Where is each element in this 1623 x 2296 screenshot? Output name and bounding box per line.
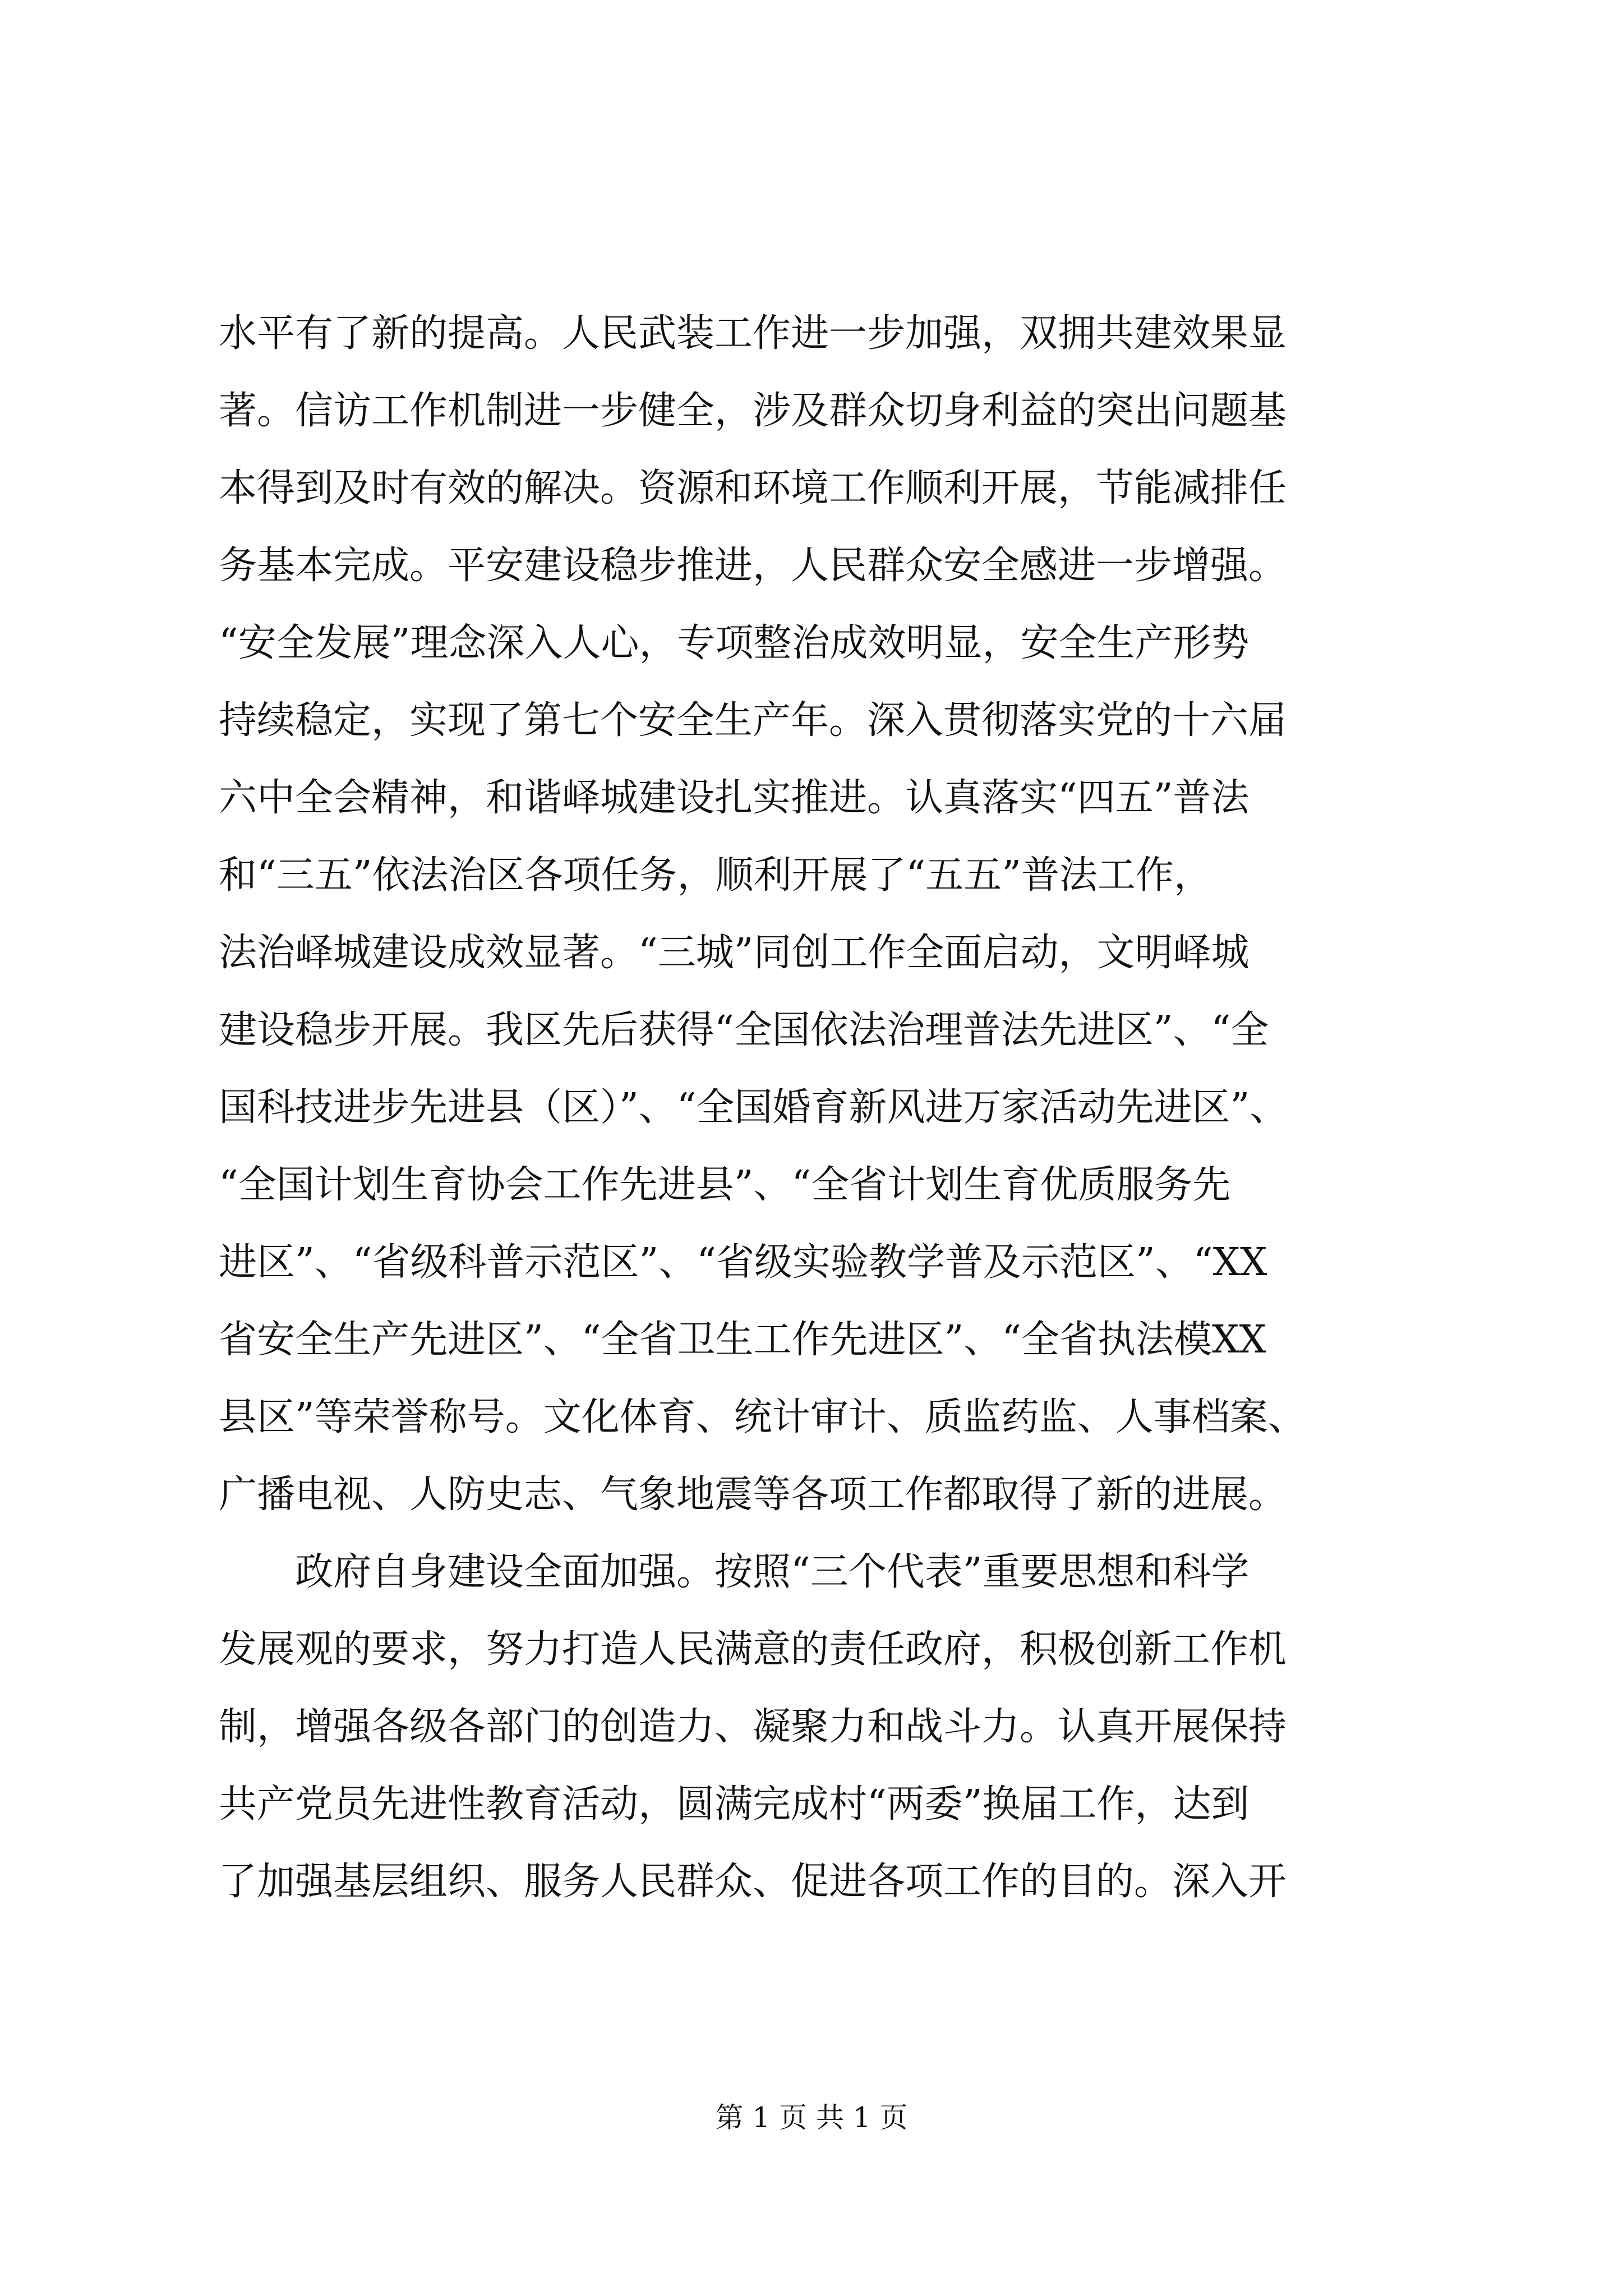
body-line: 务基本完成。平安建设稳步推进，人民群众安全感进一步增强。: [219, 544, 1287, 588]
body-line: 省安全生产先进区”、“全省卫生工作先进区”、“全省执法模XX: [219, 1318, 1266, 1362]
body-line: 了加强基层组织、服务人民群众、促进各项工作的目的。深入开: [219, 1860, 1287, 1904]
page-footer: 第 1 页 共 1 页: [715, 2101, 908, 2134]
body-line: “全国计划生育协会工作先进县”、“全省计划生育优质服务先: [219, 1163, 1231, 1207]
body-line: 共产党员先进性教育活动，圆满完成村“两委”换届工作，达到: [219, 1782, 1249, 1826]
body-line: 进区”、“省级科普示范区”、“省级实验教学普及示范区”、“XX: [219, 1240, 1267, 1285]
body-line: “安全发展”理念深入人心，专项整治成效明显，安全生产形势: [219, 621, 1249, 665]
body-line: 持续稳定，实现了第七个安全生产年。深入贯彻落实党的十六届: [219, 698, 1287, 743]
body-line: 著。信访工作机制进一步健全，涉及群众切身利益的突出问题基: [219, 389, 1287, 433]
body-line: 制，增强各级各部门的创造力、凝聚力和战斗力。认真开展保持: [219, 1705, 1287, 1749]
paragraph-start-line: 政府自身建设全面加强。按照“三个代表”重要思想和科学: [219, 1550, 1249, 1594]
body-line: 法治峄城建设成效显著。“三城”同创工作全面启动，文明峄城: [219, 931, 1249, 975]
body-line: 发展观的要求，努力打造人民满意的责任政府，积极创新工作机: [219, 1627, 1287, 1672]
body-line: 水平有了新的提高。人民武装工作进一步加强，双拥共建效果显: [219, 311, 1287, 356]
body-line: 县区”等荣誉称号。文化体育、统计审计、质监药监、人事档案、: [219, 1395, 1306, 1439]
body-line: 建设稳步开展。我区先后获得“全国依法治理普法先进区”、“全: [219, 1008, 1269, 1052]
body-line: 本得到及时有效的解决。资源和环境工作顺利开展，节能减排任: [219, 466, 1287, 510]
body-line: 六中全会精神，和谐峄城建设扎实推进。认真落实“四五”普法: [219, 776, 1249, 820]
body-line: 国科技进步先进县（区）”、“全国婚育新风进万家活动先进区”、: [219, 1085, 1288, 1130]
body-line: 广播电视、人防史志、气象地震等各项工作都取得了新的进展。: [219, 1473, 1287, 1517]
body-line: 和“三五”依法治区各项任务，顺利开展了“五五”普法工作，: [219, 853, 1212, 898]
